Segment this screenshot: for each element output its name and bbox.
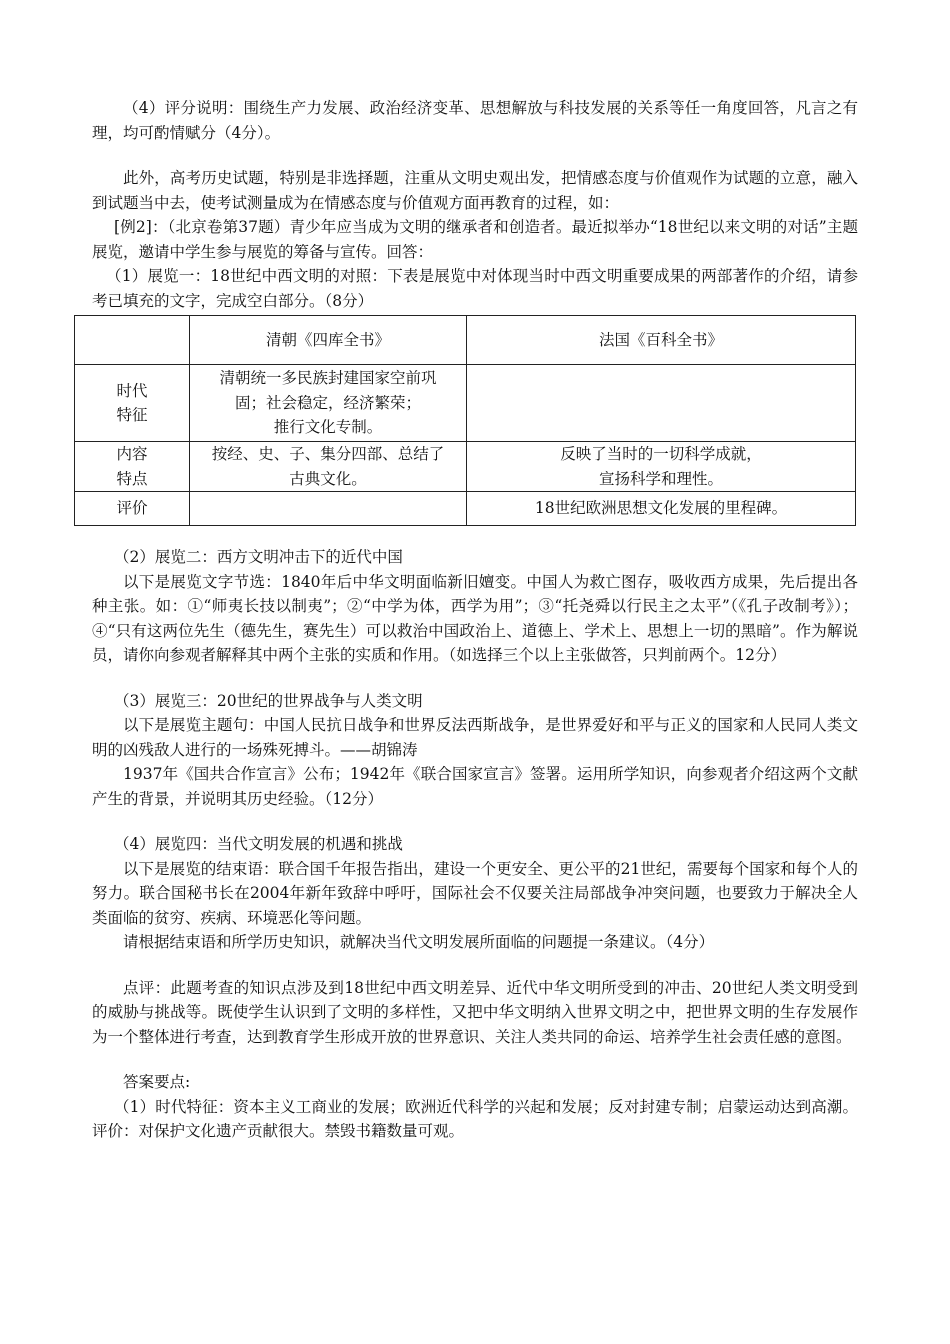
question-3-body: 1937年《国共合作宣言》公布；1942年《联合国家宣言》签署。运用所学知识，向参观者介绍这两个文献产生的背景，并说明其历史经验。（12分） [92,765,858,808]
table-cell [467,442,856,492]
row-label-line: 特征 [116,406,148,424]
table-cell-blank [190,492,467,526]
table-row [75,442,856,492]
cell-line: 按经、史、子、集分四部、总结了 [211,445,445,463]
question-4-body: 请根据结束语和所学历史知识，就解决当代文明发展所面临的问题提一条建议。（4分） [123,933,715,951]
cell-line: 宣扬科学和理性。 [598,469,723,488]
cell-line: 古典文化。 [289,469,367,488]
question-3-body: 以下是展览主题句：中国人民抗日战争和世界反法西斯战争，是世界爱好和平与正义的国家和人民同人类文明的凶残敌人进行的一场殊死搏斗。——胡锦涛 [92,716,858,759]
table-row [75,492,856,526]
table-row [75,365,856,442]
table-cell [190,365,467,442]
comment-paragraph: 点评：此题考查的知识点涉及到18世纪中西文明差异、近代中华文明所受到的冲击、20世纪人类文明受到的威胁与挑战等。既使学生认识到了文明的多样性，又把中华文明纳入世界文明之中，把世界文明的生存发展作为一个整体进行考查，达到教育学生形成开放的世界意识、关注人类共同的命运、培养学生社会责任感的意图。 [92,978,858,1046]
cell-line: 清朝统一多民族封建国家空前巩 [219,369,437,388]
scoring-note: （4）评分说明：围绕生产力发展、政治经济变革、思想解放与科技发展的关系等任一角度回答，凡言之有理，均可酌情赋分（4分）。 [92,99,858,142]
question-4-title: （4）展览四：当代文明发展的机遇和挑战 [114,835,403,853]
row-label [75,365,190,442]
comparison-table [74,315,856,526]
table-header-cell [75,316,190,365]
cell-line: 固；社会稳定，经济繁荣； [234,393,421,412]
document-page [92,96,858,1144]
example-intro: [例2]：（北京卷第37题）青少年应当成为文明的继承者和创造者。最近拟举办“18世纪以来文明的对话”主题展览，邀请中学生参与展览的筹备与宣传。回答： [92,218,858,261]
table-cell [190,442,467,492]
row-label-line: 时代 [116,381,148,400]
question-1: （1）展览一：18世纪中西文明的对照：下表是展览中对体现当时中西文明重要成果的两部著作的介绍，请参考已填充的文字，完成空白部分。（8分） [92,267,858,310]
answer-title: 答案要点: [123,1073,191,1091]
question-3-title: （3）展览三：20世纪的世界战争与人类文明 [114,691,423,710]
table-cell-blank [467,365,856,442]
table-header-row [75,316,856,365]
question-4-body: 以下是展览的结束语：联合国千年报告指出，建设一个更安全、更公平的21世纪，需要每个国家和每个人的努力。联合国秘书长在2004年新年致辞中呼吁，国际社会不仅要关注局部战争冲突问题，也要致力于解决全人类面临的贫穷、疾病、环境恶化等问题。 [92,859,858,927]
table-header-cell: 清朝《四库全书》 [190,316,467,365]
answer-1: （1）时代特征：资本主义工商业的发展；欧洲近代科学的兴起和发展；反对封建专制；启蒙运动达到高潮。评价：对保护文化遗产贡献很大。禁毁书籍数量可观。 [92,1097,858,1140]
table-header-cell: 法国《百科全书》 [467,316,856,365]
question-2-title: （2）展览二：西方文明冲击下的近代中国 [114,548,403,566]
question-2-body: 以下是展览文字节选：1840年后中华文明面临新旧嬗变。中国人为救亡图存，吸收西方成果，先后提出各种主张。如：①“师夷长技以制夷”；②“中学为体，西学为用”；③“托尧舜以行民主之太平”（《孔子改制考》）；④“只有这两位先生（德先生，赛先生）可以救治中国政治上、道德上、学术上、思想上一切的黑暗”。作为解说员，请你向参观者解释其中两个主张的实质和作用。（如选择三个以上主张做答，只判前两个。12分） [92,572,858,664]
cell-line: 反映了当时的一切科学成就， [560,445,762,463]
intro-paragraph: 此外，高考历史试题，特别是非选择题，注重从文明史观出发，把情感态度与价值观作为试题的立意，融入到试题当中去，使考试测量成为在情感态度与价值观方面再教育的过程，如： [92,169,858,212]
cell-line: 推行文化专制。 [273,418,383,437]
row-label: 评价 [75,492,190,526]
row-label-line: 内容 [116,445,148,463]
table-cell: 18世纪欧洲思想文化发展的里程碑。 [467,492,856,526]
row-label-line: 特点 [116,469,148,488]
row-label [75,442,190,492]
